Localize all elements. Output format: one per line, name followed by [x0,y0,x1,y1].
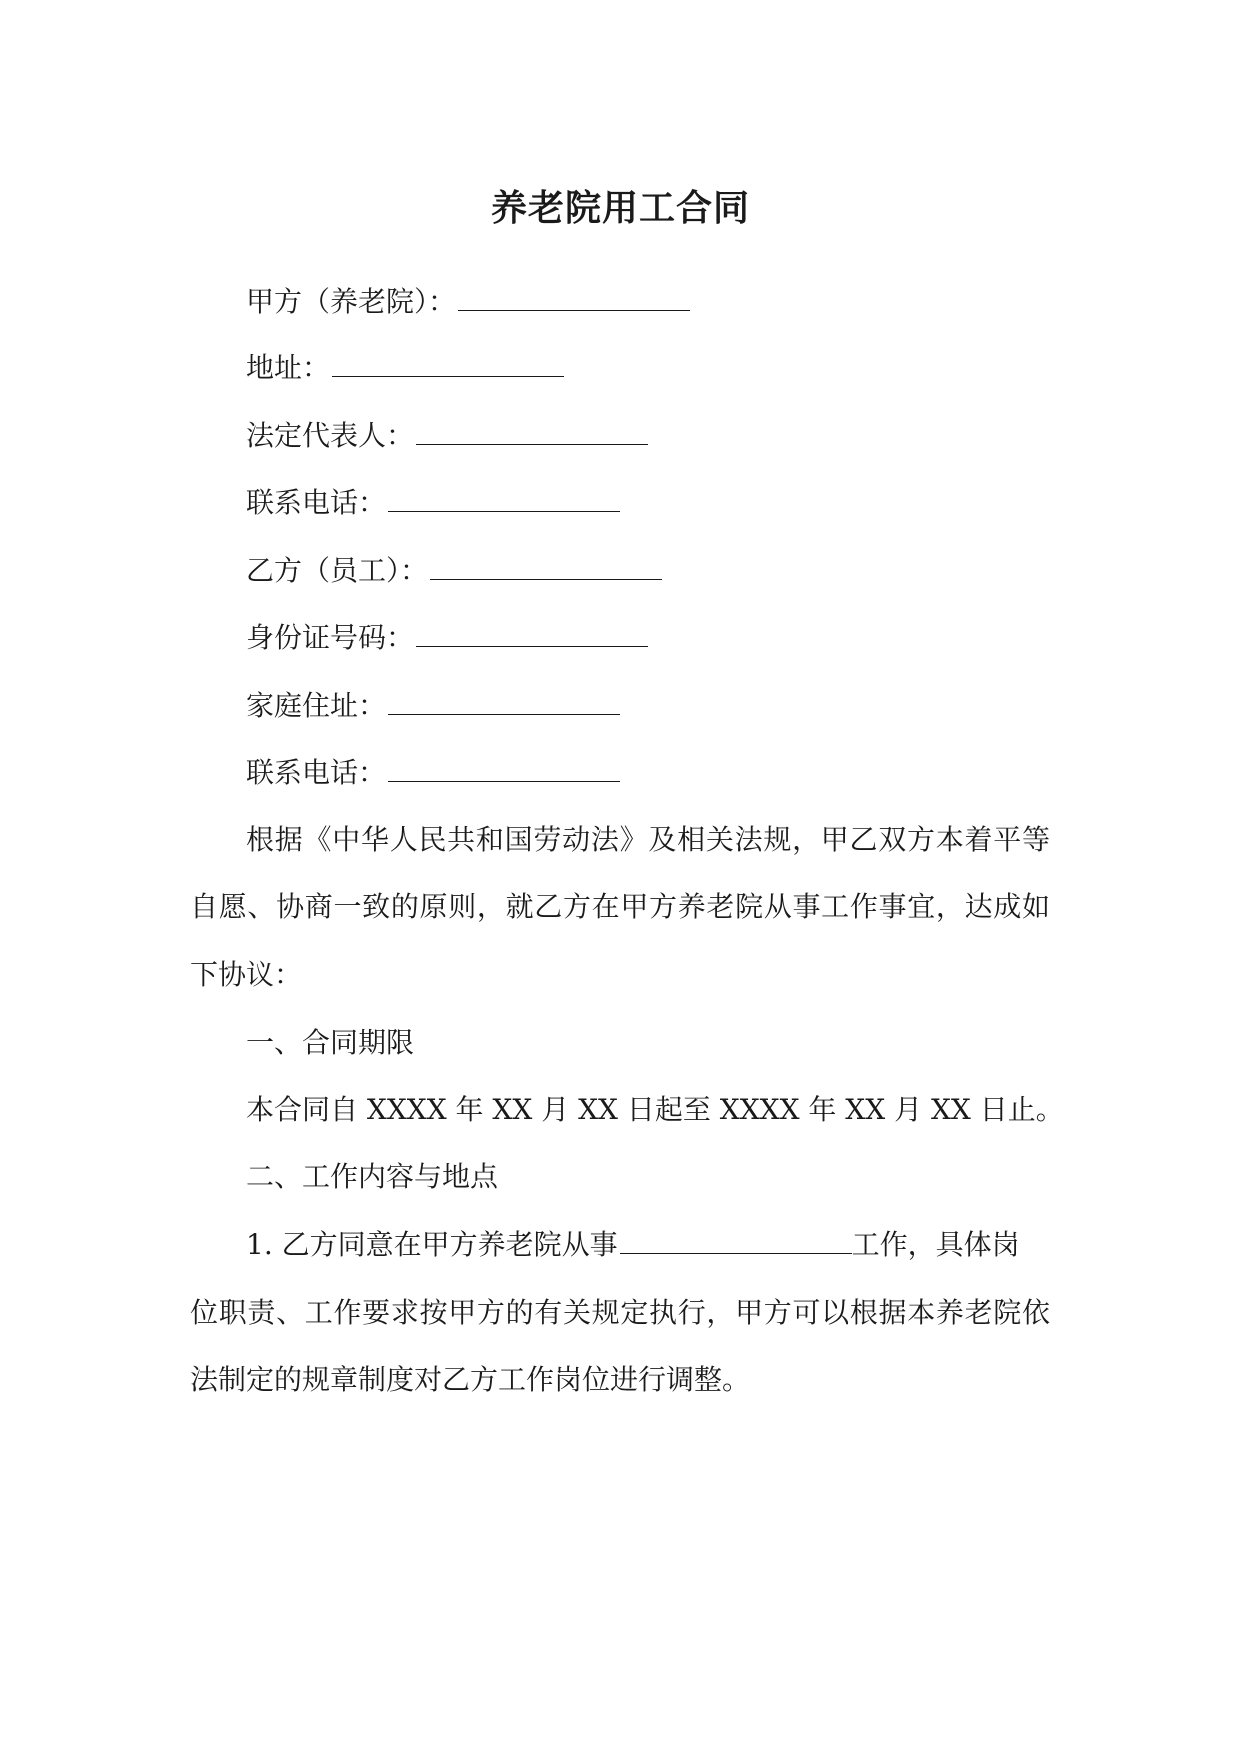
party-b-home-address-line [246,686,620,726]
party-a-name-label: 甲方（养老院）： [246,285,457,318]
party-b-phone-blank [388,753,620,782]
section-2-item-1-line-2 [190,1293,1050,1333]
party-b-id-label: 身份证号码： [246,621,415,654]
party-b-id-blank [416,618,648,647]
party-b-name-label: 乙方（员工）： [246,554,429,587]
preamble-line-1 [246,820,1050,860]
section-1-body: 本合同自 XXXX 年 XX 月 XX 日起至 XXXX 年 XX 月 XX 日止。 [246,1093,1064,1126]
party-b-home-address-blank [388,686,620,715]
section-1-heading: 一、合同期限 [246,1026,415,1059]
party-a-legal-rep-label: 法定代表人： [246,419,415,452]
section-2-item-1-text-3: 法制定的规章制度对乙方工作岗位进行调整。 [190,1363,751,1396]
preamble-line-3 [190,955,302,995]
section-2-item-1-line-3 [190,1360,750,1400]
section-2-item-1-prefix: 1. 乙方同意在甲方养老院从事 [246,1228,618,1261]
section-2-item-1-line-1 [246,1225,1020,1265]
preamble-text-1: 根据《中华人民共和国劳动法》及相关法规，甲乙双方本着平等 [246,823,1050,856]
section-2-item-1-suffix: 工作，具体岗 [851,1228,1020,1261]
party-a-name-blank [458,282,690,311]
party-a-address-line [246,348,564,388]
party-b-id-line [246,618,648,658]
party-a-phone-line [246,483,620,523]
preamble-text-3: 下协议： [190,958,303,991]
party-b-phone-label: 联系电话： [246,756,387,789]
document-title: 养老院用工合同 [490,187,750,229]
party-a-address-label: 地址： [246,351,331,384]
party-a-legal-rep-blank [416,416,648,445]
party-b-home-address-label: 家庭住址： [246,689,387,722]
section-2-heading: 二、工作内容与地点 [246,1160,499,1193]
party-b-name-line [246,551,662,591]
party-b-phone-line [246,753,620,793]
party-a-legal-rep-line [246,416,648,456]
section-2-item-1-text-2: 位职责、工作要求按甲方的有关规定执行，甲方可以根据本养老院依 [190,1296,1050,1329]
preamble-text-2: 自愿、协商一致的原则，就乙方在甲方养老院从事工作事宜，达成如 [190,890,1050,923]
party-a-phone-blank [388,483,620,512]
party-a-address-blank [332,348,564,377]
job-title-blank [620,1225,852,1254]
party-b-name-blank [430,551,662,580]
party-a-phone-label: 联系电话： [246,486,387,519]
preamble-line-2 [190,887,1050,927]
party-a-name-line [246,282,690,322]
